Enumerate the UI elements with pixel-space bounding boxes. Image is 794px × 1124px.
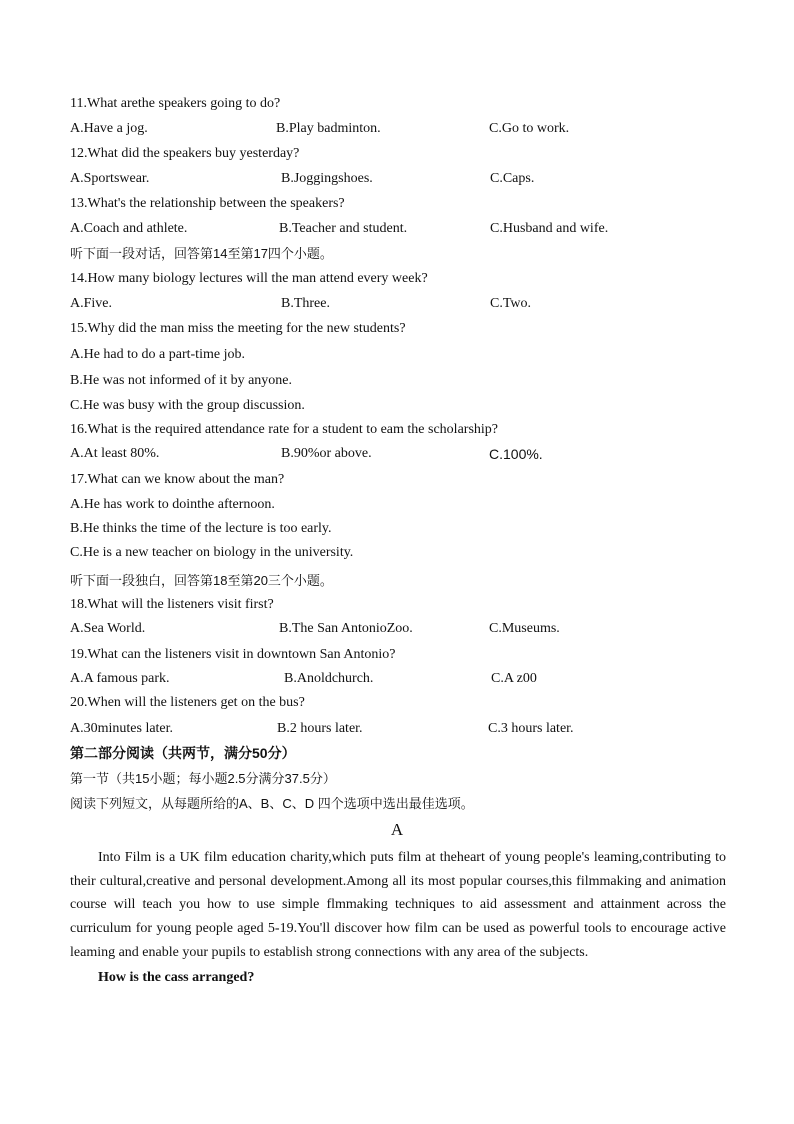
passage-subheading: How is the cass arranged? [98,970,255,985]
question-13-option-c: C.Husband and wife. [490,221,609,236]
question-18-option-b: B.The San AntonioZoo. [279,621,413,636]
question-19-option-b: B.Anoldchurch. [284,671,374,686]
question-15-option-b: B.He was not informed of it by anyone. [70,373,293,388]
question-12-option-c: C.Caps. [490,171,535,186]
question-19-option-a: A.A famous park. [70,671,170,686]
question-17-option-a: A.He has work to dointhe afternoon. [70,497,275,512]
question-16-stem: 16.What is the required attendance rate for a student to eam the scholarship? [70,422,498,437]
question-11-option-b: B.Play badminton. [276,121,381,136]
instruction-q18-q20: 听下面一段独白，回答第18至第20三个小题。 [70,573,333,588]
question-18-stem: 18.What will the listeners visit first? [70,597,274,612]
passage-label: A [390,820,404,839]
question-20-option-b: B.2 hours later. [277,721,363,736]
question-19-stem: 19.What can the listeners visit in downtown San Antonio? [70,647,396,662]
question-11-stem: 11.What arethe speakers going to do? [70,96,281,111]
section-one-instruction: 阅读下列短文，从每题所给的A、B、C、D 四个选项中选出最佳选项。 [70,796,474,811]
question-15-stem: 15.Why did the man miss the meeting for the new students? [70,321,406,336]
question-17-option-b: B.He thinks the time of the lecture is too early. [70,521,332,536]
question-18-option-c: C.Museums. [489,621,560,636]
question-16-option-a: A.At least 80%. [70,446,160,461]
question-15-option-a: A.He had to do a part-time job. [70,347,245,362]
question-18-option-a: A.Sea World. [70,621,146,636]
instruction-q14-q17: 听下面一段对话，回答第14至第17四个小题。 [70,246,333,261]
question-20-option-a: A.30minutes later. [70,721,174,736]
question-12-option-a: A.Sportswear. [70,171,150,186]
question-15-option-c: C.He was busy with the group discussion. [70,398,305,413]
question-14-option-a: A.Five. [70,296,112,311]
question-17-option-c: C.He is a new teacher on biology in the university. [70,545,354,560]
question-12-stem: 12.What did the speakers buy yesterday? [70,146,300,161]
part-two-title: 第二部分阅读（共两节，满分50分） [70,745,296,761]
passage-text: Into Film is a UK film education charity,which puts film at theheart of young people's leaming,contributing to their cultural,creative and personal development.Among all its most popular courses,this filmmaking and animation course will teach you how to use simple flmmaking techniques to aid assessment and attainment across the curriculum for young people aged 5-19.You'll discover how film can be used as powerful tools to encourage active leaming and enable your pupils to establish strong connections with any area of the subjects. [70,850,726,960]
question-13-option-a: A.Coach and athlete. [70,221,188,236]
question-14-option-c: C.Two. [490,296,532,311]
question-12-option-b: B.Joggingshoes. [281,171,373,186]
section-one-title: 第一节（共15小题；每小题2.5分满分37.5分） [70,771,336,786]
question-20-stem: 20.When will the listeners get on the bus? [70,695,305,710]
question-16-option-b: B.90%or above. [281,446,372,461]
passage-paragraph [70,846,726,965]
question-17-stem: 17.What can we know about the man? [70,472,285,487]
question-16-option-c: C.100%. [489,446,543,462]
question-11-option-c: C.Go to work. [489,121,570,136]
question-13-stem: 13.What's the relationship between the speakers? [70,196,345,211]
question-14-option-b: B.Three. [281,296,330,311]
question-14-stem: 14.How many biology lectures will the man attend every week? [70,271,428,286]
question-11-option-a: A.Have a jog. [70,121,148,136]
question-13-option-b: B.Teacher and student. [279,221,408,236]
question-19-option-c: C.A z00 [491,671,537,686]
question-20-option-c: C.3 hours later. [488,721,574,736]
